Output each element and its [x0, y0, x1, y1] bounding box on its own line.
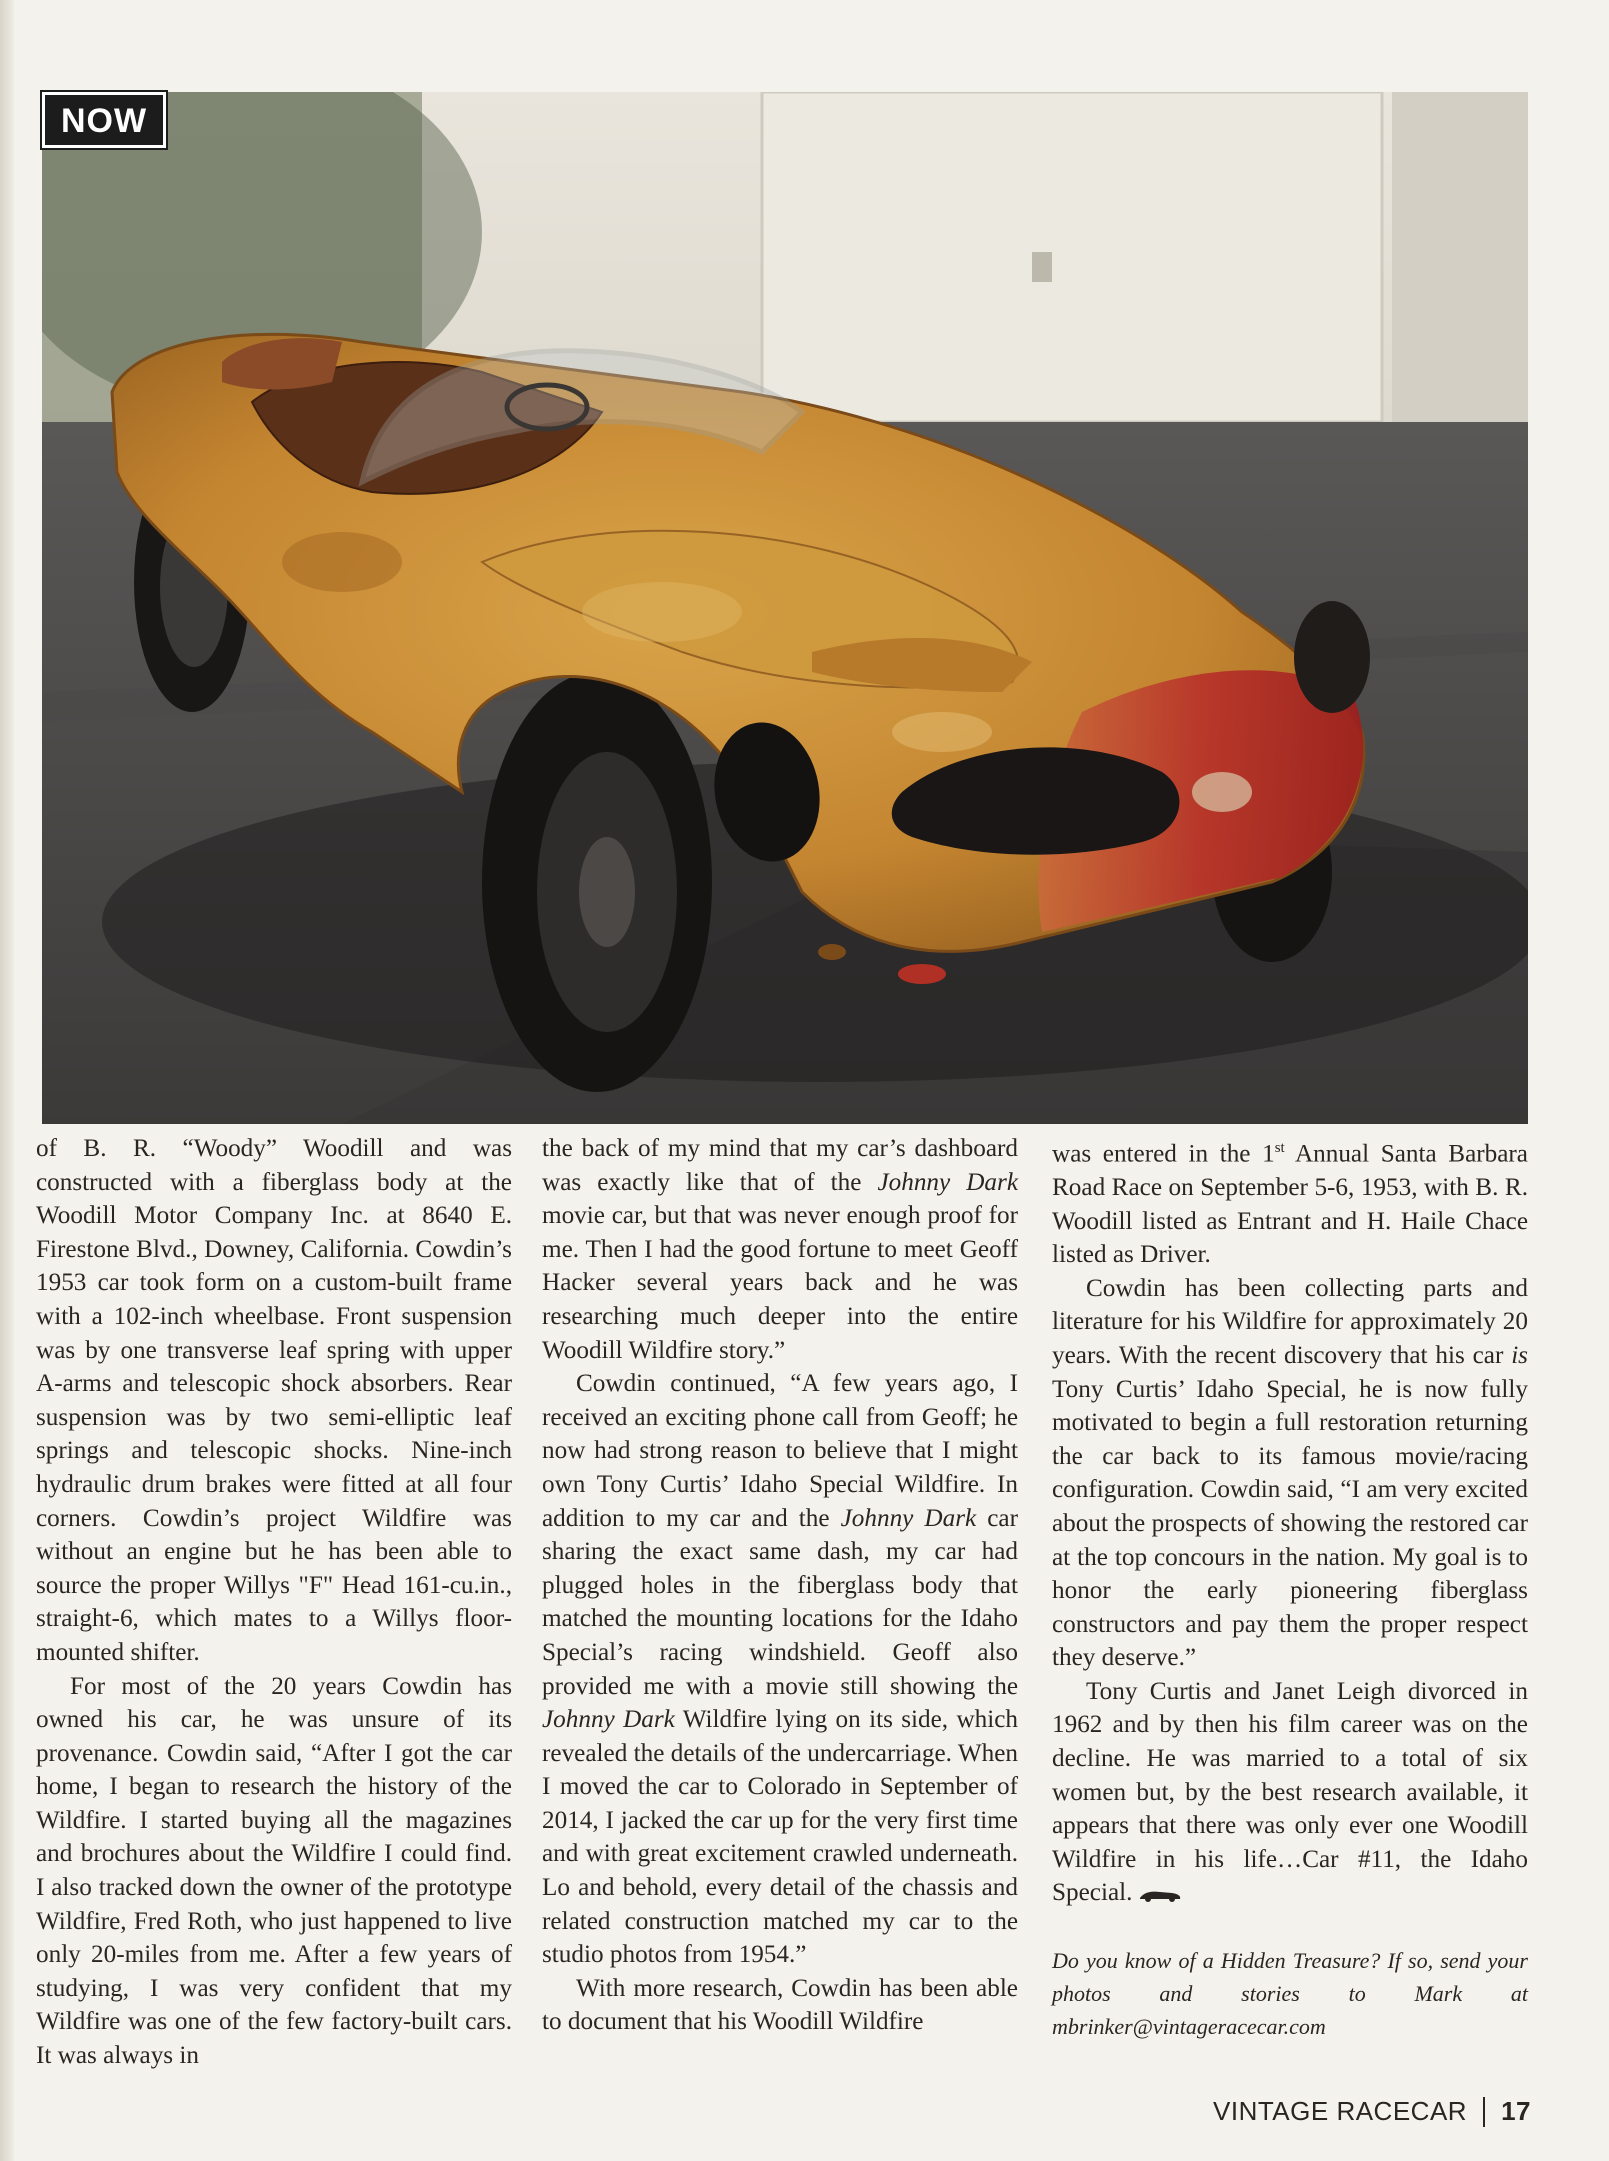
emphasis: is [1511, 1341, 1528, 1369]
paragraph [542, 1132, 1018, 1367]
page-footer [1213, 2096, 1531, 2127]
paragraph [1052, 1272, 1528, 1675]
magazine-name: VINTAGE RACECAR [1213, 2096, 1468, 2126]
car-end-mark-icon [1138, 1888, 1182, 1902]
text-run: Tony Curtis’ Idaho Special, he is now fully motivated to begin a full restoration returning the car back to its famous movie/racing configuration. Cowdin said, “I am very excited about the prospects of showing the restored car at the top concours in the nation. My goal is to honor the early pioneering fiberglass constructors and pay them the proper respect they deserve.” [1052, 1375, 1528, 1672]
text-run: movie car, but that was never enough proof for me. Then I had the good fortune to meet Geoff Hacker several years back and he was researching much deeper into the entire Woodill Wildfire story.” [542, 1202, 1018, 1364]
paragraph: With more research, Cowdin has been able to document that his Woodill Wildfire [542, 1974, 1018, 2036]
text-column-3 [1052, 1132, 1528, 2043]
paragraph: For most of the 20 years Cowdin has owned his car, he was unsure of its provenance. Cowdin said, “After I got the car home, I began to research the history of the Wildfire. I started buying all the magazines and brochures about the Wildfire I could find. I also tracked down the owner of the prototype Wildfire, Fred Roth, who just happened to live only 20-miles from me. After a few years of studying, I was very confident that my Wildfire was one of the few factory-built cars. It was always in [36, 1672, 512, 2070]
paragraph: of B. R. “Woody” Woodill and was constructed with a fiberglass body at the Woodill Motor Company Inc. at 8640 E. Firestone Blvd., Downey, California. Cowdin’s 1953 car took form on a custom-built frame with a 102-inch wheelbase. Front suspension was by one transverse leaf spring with upper A-arms and telescopic shock absorbers. Rear suspension was by two semi-elliptic leaf springs and telescopic shocks. Nine-inch hydraulic drum brakes were fitted at all four corners. Cowdin’s project Wildfire was without an engine but he has been able to source the proper Willys "F" Head 161-cu.in., straight-6, which mates to a Willys floor-mounted shifter. [36, 1135, 512, 1666]
text-column-2 [542, 1132, 1018, 2039]
paragraph [1052, 1132, 1528, 1272]
text-run: was entered in the 1 [1052, 1140, 1275, 1168]
text-run: Tony Curtis and Janet Leigh divorced in 1962 and by then his film career was on the decline. He was married to a total of six women but, by the best research available, it appears that there was only ever one Woodill Wildfire in his life…Car #11, the Idaho Special. [1052, 1677, 1528, 1907]
text-column-1 [36, 1132, 512, 2073]
page-number: 17 [1501, 2096, 1531, 2126]
paragraph [542, 1367, 1018, 1972]
text-run: Annual Santa Barbara Road Race on September 5-6, 1953, with B. R. Woodill listed as Entrant and H. Haile Chace listed as Driver. [1052, 1140, 1528, 1269]
text-run: car sharing the exact same dash, my car had plugged holes in the fiberglass body that matched the mounting locations for the Idaho Special’s racing windshield. Geoff also provided me with a movie still showing the [542, 1504, 1019, 1700]
ordinal-suffix: st [1274, 1140, 1285, 1156]
movie-title: Johnny Dark [877, 1168, 1018, 1196]
car-photo [42, 92, 1528, 1124]
now-badge: NOW [42, 92, 166, 148]
movie-title: Johnny Dark [542, 1706, 675, 1734]
footer-divider [1483, 2097, 1485, 2127]
text-run: Cowdin continued, “A few years ago, I received an exciting phone call from Geoff; he now had strong reason to believe that I might own Tony Curtis’ Idaho Special Wildfire. In addition to my car and the [542, 1370, 1018, 1532]
text-run: Wildfire lying on its side, which revealed the details of the undercarriage. When I moved the car to Colorado in September of 2014, I jacked the car up for the very first time and with great excitement crawled underneath. Lo and behold, every detail of the chassis and related construction matched my car to the studio photos from 1954.” [542, 1706, 1018, 1969]
text-run: Cowdin has been collecting parts and literature for his Wildfire for approximately 20 years. With the recent discovery that his car [1052, 1274, 1528, 1369]
page-edge [0, 0, 14, 2161]
reader-callout: Do you know of a Hidden Treasure? If so, send your photos and stories to Mark at mbrinker@vintageracecar.com [1052, 1948, 1528, 2040]
text-run: the back of my mind that my car’s dashboard was exactly like that of the [542, 1135, 1018, 1196]
movie-title: Johnny Dark [840, 1504, 977, 1532]
paragraph [1052, 1675, 1528, 1910]
car-illustration [42, 92, 1528, 1124]
